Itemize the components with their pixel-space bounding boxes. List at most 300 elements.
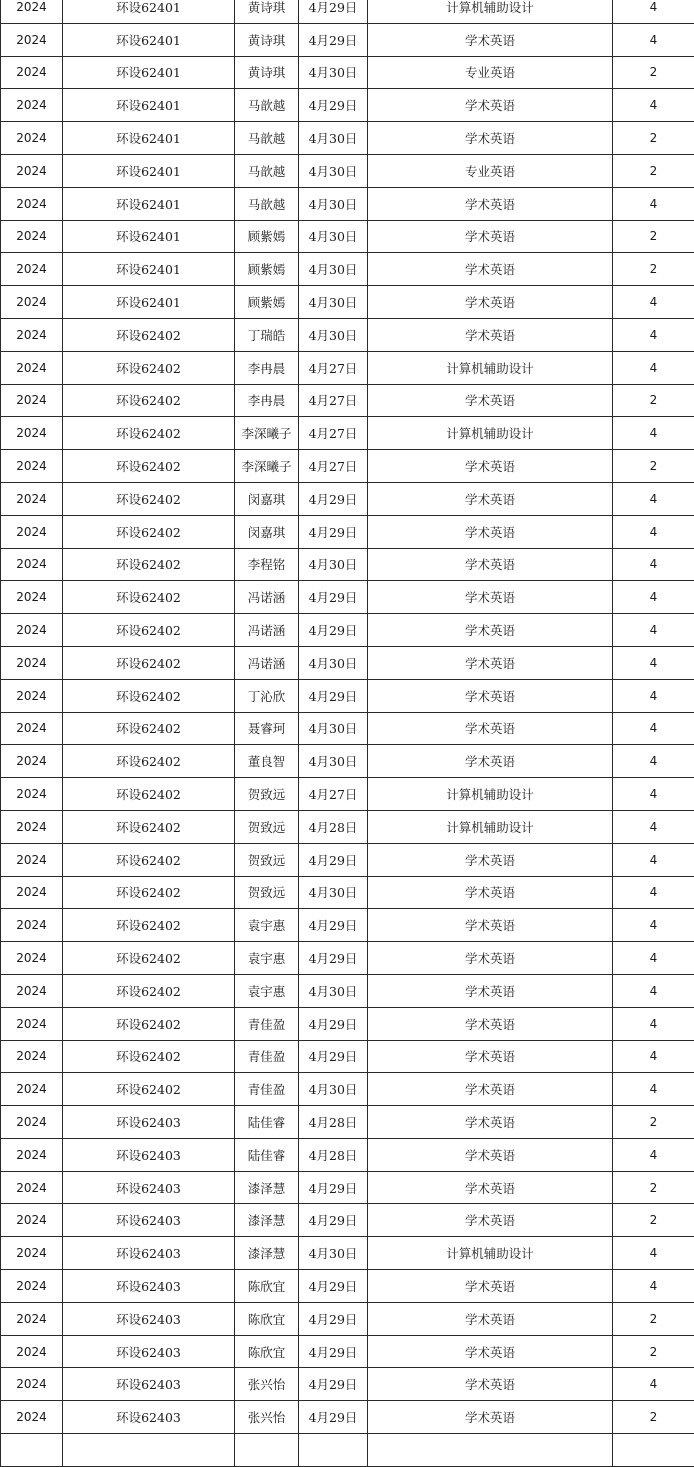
year-cell: 2024 (1, 974, 63, 1007)
date-cell: 4月29日 (299, 1204, 368, 1237)
hours-cell: 4 (613, 581, 694, 614)
student-name-cell: 陈欣宜 (235, 1270, 299, 1303)
date-cell: 4月28日 (299, 1106, 368, 1139)
hours-cell: 4 (613, 778, 694, 811)
hours-cell: 2 (613, 384, 694, 417)
class-cell: 环设62402 (63, 1040, 235, 1073)
table-row (1, 187, 694, 220)
class-cell: 环设62401 (63, 122, 235, 155)
hours-cell: 4 (613, 614, 694, 647)
table-row (1, 548, 694, 581)
course-cell: 学术英语 (368, 974, 613, 1007)
table-row (1, 318, 694, 351)
student-name-cell (235, 1434, 299, 1467)
date-cell: 4月29日 (299, 909, 368, 942)
date-cell: 4月30日 (299, 122, 368, 155)
class-cell: 环设62401 (63, 286, 235, 319)
student-name-cell: 丁瑞皓 (235, 318, 299, 351)
year-cell: 2024 (1, 810, 63, 843)
course-cell: 学术英语 (368, 1401, 613, 1434)
table-row (1, 482, 694, 515)
hours-cell: 4 (613, 974, 694, 1007)
student-name-cell: 青佳盈 (235, 1073, 299, 1106)
course-cell: 学术英语 (368, 679, 613, 712)
class-cell: 环设62402 (63, 712, 235, 745)
class-cell: 环设62401 (63, 56, 235, 89)
date-cell: 4月30日 (299, 286, 368, 319)
year-cell: 2024 (1, 122, 63, 155)
course-cell: 学术英语 (368, 187, 613, 220)
class-cell: 环设62401 (63, 220, 235, 253)
hours-cell: 4 (613, 548, 694, 581)
date-cell: 4月29日 (299, 1335, 368, 1368)
hours-cell: 4 (613, 286, 694, 319)
course-cell: 学术英语 (368, 876, 613, 909)
course-cell: 计算机辅助设计 (368, 778, 613, 811)
table-row (1, 1401, 694, 1434)
year-cell: 2024 (1, 351, 63, 384)
table-row (1, 417, 694, 450)
hours-cell: 2 (613, 154, 694, 187)
table-row (1, 56, 694, 89)
table-row (1, 286, 694, 319)
student-name-cell: 丁沁欣 (235, 679, 299, 712)
year-cell: 2024 (1, 417, 63, 450)
table-row (1, 1007, 694, 1040)
course-cell: 学术英语 (368, 1007, 613, 1040)
records-table-body (1, 0, 694, 1466)
course-cell: 学术英语 (368, 1302, 613, 1335)
student-name-cell: 董良智 (235, 745, 299, 778)
class-cell: 环设62403 (63, 1106, 235, 1139)
date-cell: 4月27日 (299, 778, 368, 811)
class-cell: 环设62401 (63, 89, 235, 122)
table-row (1, 810, 694, 843)
table-row (1, 220, 694, 253)
date-cell: 4月30日 (299, 548, 368, 581)
student-name-cell: 冯诺涵 (235, 646, 299, 679)
student-name-cell: 青佳盈 (235, 1040, 299, 1073)
student-name-cell: 顾紫嫣 (235, 286, 299, 319)
date-cell: 4月29日 (299, 1171, 368, 1204)
class-cell: 环设62401 (63, 0, 235, 23)
student-name-cell: 张兴怡 (235, 1401, 299, 1434)
date-cell: 4月30日 (299, 745, 368, 778)
student-name-cell: 李冉晨 (235, 384, 299, 417)
class-cell: 环设62402 (63, 679, 235, 712)
course-cell: 学术英语 (368, 909, 613, 942)
student-name-cell: 漆泽慧 (235, 1171, 299, 1204)
table-row (1, 1171, 694, 1204)
date-cell: 4月28日 (299, 1138, 368, 1171)
course-cell: 计算机辅助设计 (368, 351, 613, 384)
course-cell (368, 1434, 613, 1467)
year-cell: 2024 (1, 712, 63, 745)
hours-cell: 4 (613, 351, 694, 384)
course-cell: 学术英语 (368, 23, 613, 56)
table-row (1, 974, 694, 1007)
table-row (1, 1138, 694, 1171)
class-cell: 环设62402 (63, 942, 235, 975)
class-cell: 环设62402 (63, 810, 235, 843)
course-cell: 学术英语 (368, 581, 613, 614)
student-name-cell: 陈欣宜 (235, 1335, 299, 1368)
course-cell: 学术英语 (368, 843, 613, 876)
student-name-cell: 贺致远 (235, 778, 299, 811)
student-name-cell: 漆泽慧 (235, 1204, 299, 1237)
student-name-cell: 贺致远 (235, 810, 299, 843)
year-cell: 2024 (1, 1138, 63, 1171)
hours-cell (613, 1434, 694, 1467)
class-cell: 环设62402 (63, 417, 235, 450)
course-cell: 学术英语 (368, 1073, 613, 1106)
class-cell: 环设62403 (63, 1302, 235, 1335)
class-cell (63, 1434, 235, 1467)
date-cell: 4月30日 (299, 220, 368, 253)
date-cell: 4月28日 (299, 810, 368, 843)
class-cell: 环设62402 (63, 614, 235, 647)
hours-cell: 2 (613, 1204, 694, 1237)
date-cell: 4月29日 (299, 843, 368, 876)
year-cell: 2024 (1, 1204, 63, 1237)
student-name-cell: 张兴怡 (235, 1368, 299, 1401)
hours-cell: 4 (613, 482, 694, 515)
course-cell: 学术英语 (368, 614, 613, 647)
hours-cell: 4 (613, 417, 694, 450)
table-row (1, 23, 694, 56)
table-row (1, 1204, 694, 1237)
table-row (1, 942, 694, 975)
table-row (1, 1106, 694, 1139)
class-cell: 环设62403 (63, 1401, 235, 1434)
table-row (1, 1040, 694, 1073)
table-row (1, 384, 694, 417)
year-cell: 2024 (1, 614, 63, 647)
course-cell: 学术英语 (368, 1270, 613, 1303)
year-cell: 2024 (1, 515, 63, 548)
year-cell: 2024 (1, 89, 63, 122)
year-cell: 2024 (1, 548, 63, 581)
year-cell (1, 1434, 63, 1467)
class-cell: 环设62401 (63, 23, 235, 56)
class-cell: 环设62402 (63, 384, 235, 417)
class-cell: 环设62403 (63, 1237, 235, 1270)
table-row (1, 154, 694, 187)
table-row (1, 679, 694, 712)
date-cell: 4月29日 (299, 1007, 368, 1040)
year-cell: 2024 (1, 23, 63, 56)
hours-cell: 4 (613, 1270, 694, 1303)
year-cell: 2024 (1, 745, 63, 778)
student-name-cell: 黄诗琪 (235, 0, 299, 23)
hours-cell: 4 (613, 89, 694, 122)
course-cell: 学术英语 (368, 1106, 613, 1139)
student-name-cell: 陆佳睿 (235, 1106, 299, 1139)
table-row (1, 712, 694, 745)
course-cell: 专业英语 (368, 154, 613, 187)
student-name-cell: 马歆越 (235, 187, 299, 220)
class-cell: 环设62401 (63, 154, 235, 187)
class-cell: 环设62403 (63, 1368, 235, 1401)
student-name-cell: 马歆越 (235, 122, 299, 155)
student-name-cell: 黄诗琪 (235, 23, 299, 56)
course-cell: 学术英语 (368, 122, 613, 155)
year-cell: 2024 (1, 1237, 63, 1270)
student-name-cell: 黄诗琪 (235, 56, 299, 89)
date-cell: 4月27日 (299, 417, 368, 450)
hours-cell: 4 (613, 810, 694, 843)
year-cell: 2024 (1, 1401, 63, 1434)
date-cell (299, 1434, 368, 1467)
table-row (1, 745, 694, 778)
date-cell: 4月30日 (299, 646, 368, 679)
student-name-cell: 马歆越 (235, 89, 299, 122)
course-cell: 计算机辅助设计 (368, 417, 613, 450)
table-row (1, 1270, 694, 1303)
date-cell: 4月30日 (299, 1237, 368, 1270)
course-cell: 学术英语 (368, 450, 613, 483)
course-cell: 学术英语 (368, 1335, 613, 1368)
hours-cell: 4 (613, 646, 694, 679)
hours-cell: 2 (613, 1171, 694, 1204)
course-cell: 学术英语 (368, 286, 613, 319)
year-cell: 2024 (1, 286, 63, 319)
hours-cell: 4 (613, 1073, 694, 1106)
student-name-cell: 李程铭 (235, 548, 299, 581)
student-name-cell: 顾紫嫣 (235, 253, 299, 286)
class-cell: 环设62402 (63, 909, 235, 942)
table-row (1, 1237, 694, 1270)
date-cell: 4月30日 (299, 154, 368, 187)
date-cell: 4月30日 (299, 974, 368, 1007)
hours-cell: 4 (613, 515, 694, 548)
table-row (1, 122, 694, 155)
year-cell: 2024 (1, 1302, 63, 1335)
student-name-cell: 闵嘉琪 (235, 515, 299, 548)
year-cell: 2024 (1, 384, 63, 417)
hours-cell: 4 (613, 318, 694, 351)
class-cell: 环设62402 (63, 974, 235, 1007)
class-cell: 环设62402 (63, 646, 235, 679)
course-cell: 学术英语 (368, 646, 613, 679)
course-cell: 学术英语 (368, 89, 613, 122)
table-row (1, 515, 694, 548)
hours-cell: 2 (613, 450, 694, 483)
table-row (1, 0, 694, 23)
table-row (1, 1302, 694, 1335)
class-cell: 环设62402 (63, 482, 235, 515)
hours-cell: 4 (613, 0, 694, 23)
hours-cell: 4 (613, 23, 694, 56)
class-cell: 环设62402 (63, 581, 235, 614)
course-cell: 学术英语 (368, 548, 613, 581)
hours-cell: 4 (613, 1007, 694, 1040)
course-cell: 学术英语 (368, 253, 613, 286)
year-cell: 2024 (1, 843, 63, 876)
hours-cell: 4 (613, 843, 694, 876)
hours-cell: 4 (613, 1368, 694, 1401)
student-name-cell: 陈欣宜 (235, 1302, 299, 1335)
hours-cell: 2 (613, 220, 694, 253)
course-cell: 学术英语 (368, 515, 613, 548)
date-cell: 4月29日 (299, 679, 368, 712)
class-cell: 环设62402 (63, 778, 235, 811)
class-cell: 环设62402 (63, 351, 235, 384)
year-cell: 2024 (1, 778, 63, 811)
course-cell: 计算机辅助设计 (368, 0, 613, 23)
course-cell: 学术英语 (368, 1138, 613, 1171)
hours-cell: 2 (613, 1302, 694, 1335)
hours-cell: 4 (613, 876, 694, 909)
class-cell: 环设62403 (63, 1171, 235, 1204)
table-row (1, 253, 694, 286)
course-cell: 学术英语 (368, 482, 613, 515)
date-cell: 4月30日 (299, 253, 368, 286)
table-row (1, 1073, 694, 1106)
hours-cell: 4 (613, 1237, 694, 1270)
table-row (1, 450, 694, 483)
table-row (1, 1335, 694, 1368)
date-cell: 4月27日 (299, 384, 368, 417)
hours-cell: 2 (613, 1106, 694, 1139)
year-cell: 2024 (1, 0, 63, 23)
date-cell: 4月29日 (299, 581, 368, 614)
student-name-cell: 冯诺涵 (235, 614, 299, 647)
date-cell: 4月27日 (299, 351, 368, 384)
year-cell: 2024 (1, 1270, 63, 1303)
table-row (1, 1434, 694, 1467)
hours-cell: 4 (613, 1040, 694, 1073)
student-name-cell: 顾紫嫣 (235, 220, 299, 253)
year-cell: 2024 (1, 1368, 63, 1401)
year-cell: 2024 (1, 1335, 63, 1368)
course-cell: 学术英语 (368, 1368, 613, 1401)
date-cell: 4月30日 (299, 876, 368, 909)
table-row (1, 614, 694, 647)
date-cell: 4月29日 (299, 942, 368, 975)
year-cell: 2024 (1, 679, 63, 712)
hours-cell: 2 (613, 56, 694, 89)
year-cell: 2024 (1, 1106, 63, 1139)
hours-cell: 2 (613, 1401, 694, 1434)
year-cell: 2024 (1, 1171, 63, 1204)
date-cell: 4月30日 (299, 712, 368, 745)
class-cell: 环设62402 (63, 548, 235, 581)
student-name-cell: 陆佳睿 (235, 1138, 299, 1171)
date-cell: 4月30日 (299, 56, 368, 89)
year-cell: 2024 (1, 450, 63, 483)
course-cell: 学术英语 (368, 745, 613, 778)
class-cell: 环设62401 (63, 253, 235, 286)
table-row (1, 843, 694, 876)
date-cell: 4月29日 (299, 515, 368, 548)
hours-cell: 4 (613, 909, 694, 942)
student-name-cell: 李深曦子 (235, 417, 299, 450)
year-cell: 2024 (1, 220, 63, 253)
date-cell: 4月29日 (299, 89, 368, 122)
class-cell: 环设62403 (63, 1270, 235, 1303)
hours-cell: 2 (613, 253, 694, 286)
course-cell: 学术英语 (368, 942, 613, 975)
year-cell: 2024 (1, 318, 63, 351)
student-name-cell: 冯诺涵 (235, 581, 299, 614)
student-name-cell: 漆泽慧 (235, 1237, 299, 1270)
course-cell: 计算机辅助设计 (368, 810, 613, 843)
hours-cell: 4 (613, 187, 694, 220)
course-cell: 专业英语 (368, 56, 613, 89)
student-name-cell: 聂睿珂 (235, 712, 299, 745)
student-name-cell: 青佳盈 (235, 1007, 299, 1040)
student-name-cell: 袁宇惠 (235, 974, 299, 1007)
hours-cell: 2 (613, 1335, 694, 1368)
class-cell: 环设62402 (63, 1007, 235, 1040)
year-cell: 2024 (1, 1073, 63, 1106)
course-cell: 学术英语 (368, 318, 613, 351)
course-cell: 学术英语 (368, 1040, 613, 1073)
class-cell: 环设62402 (63, 318, 235, 351)
table-row (1, 778, 694, 811)
hours-cell: 4 (613, 745, 694, 778)
course-cell: 学术英语 (368, 1171, 613, 1204)
date-cell: 4月30日 (299, 1073, 368, 1106)
hours-cell: 4 (613, 1138, 694, 1171)
year-cell: 2024 (1, 909, 63, 942)
class-cell: 环设62402 (63, 745, 235, 778)
student-name-cell: 闵嘉琪 (235, 482, 299, 515)
course-cell: 学术英语 (368, 712, 613, 745)
date-cell: 4月29日 (299, 482, 368, 515)
student-name-cell: 马歆越 (235, 154, 299, 187)
date-cell: 4月29日 (299, 23, 368, 56)
student-name-cell: 贺致远 (235, 876, 299, 909)
year-cell: 2024 (1, 253, 63, 286)
year-cell: 2024 (1, 646, 63, 679)
course-cell: 计算机辅助设计 (368, 1237, 613, 1270)
class-cell: 环设62402 (63, 876, 235, 909)
course-cell: 学术英语 (368, 1204, 613, 1237)
student-name-cell: 袁宇惠 (235, 909, 299, 942)
table-row (1, 351, 694, 384)
date-cell: 4月29日 (299, 614, 368, 647)
hours-cell: 4 (613, 942, 694, 975)
date-cell: 4月30日 (299, 318, 368, 351)
year-cell: 2024 (1, 942, 63, 975)
course-cell: 学术英语 (368, 220, 613, 253)
table-row (1, 876, 694, 909)
class-cell: 环设62403 (63, 1204, 235, 1237)
course-cell: 学术英语 (368, 384, 613, 417)
date-cell: 4月29日 (299, 1040, 368, 1073)
year-cell: 2024 (1, 56, 63, 89)
date-cell: 4月29日 (299, 1270, 368, 1303)
year-cell: 2024 (1, 876, 63, 909)
class-cell: 环设62402 (63, 843, 235, 876)
class-cell: 环设62402 (63, 515, 235, 548)
class-cell: 环设62402 (63, 1073, 235, 1106)
hours-cell: 2 (613, 122, 694, 155)
hours-cell: 4 (613, 712, 694, 745)
class-cell: 环设62401 (63, 187, 235, 220)
date-cell: 4月29日 (299, 1302, 368, 1335)
date-cell: 4月29日 (299, 1401, 368, 1434)
date-cell: 4月30日 (299, 187, 368, 220)
class-cell: 环设62402 (63, 450, 235, 483)
year-cell: 2024 (1, 482, 63, 515)
student-name-cell: 李深曦子 (235, 450, 299, 483)
table-row (1, 646, 694, 679)
class-cell: 环设62403 (63, 1138, 235, 1171)
date-cell: 4月29日 (299, 0, 368, 23)
